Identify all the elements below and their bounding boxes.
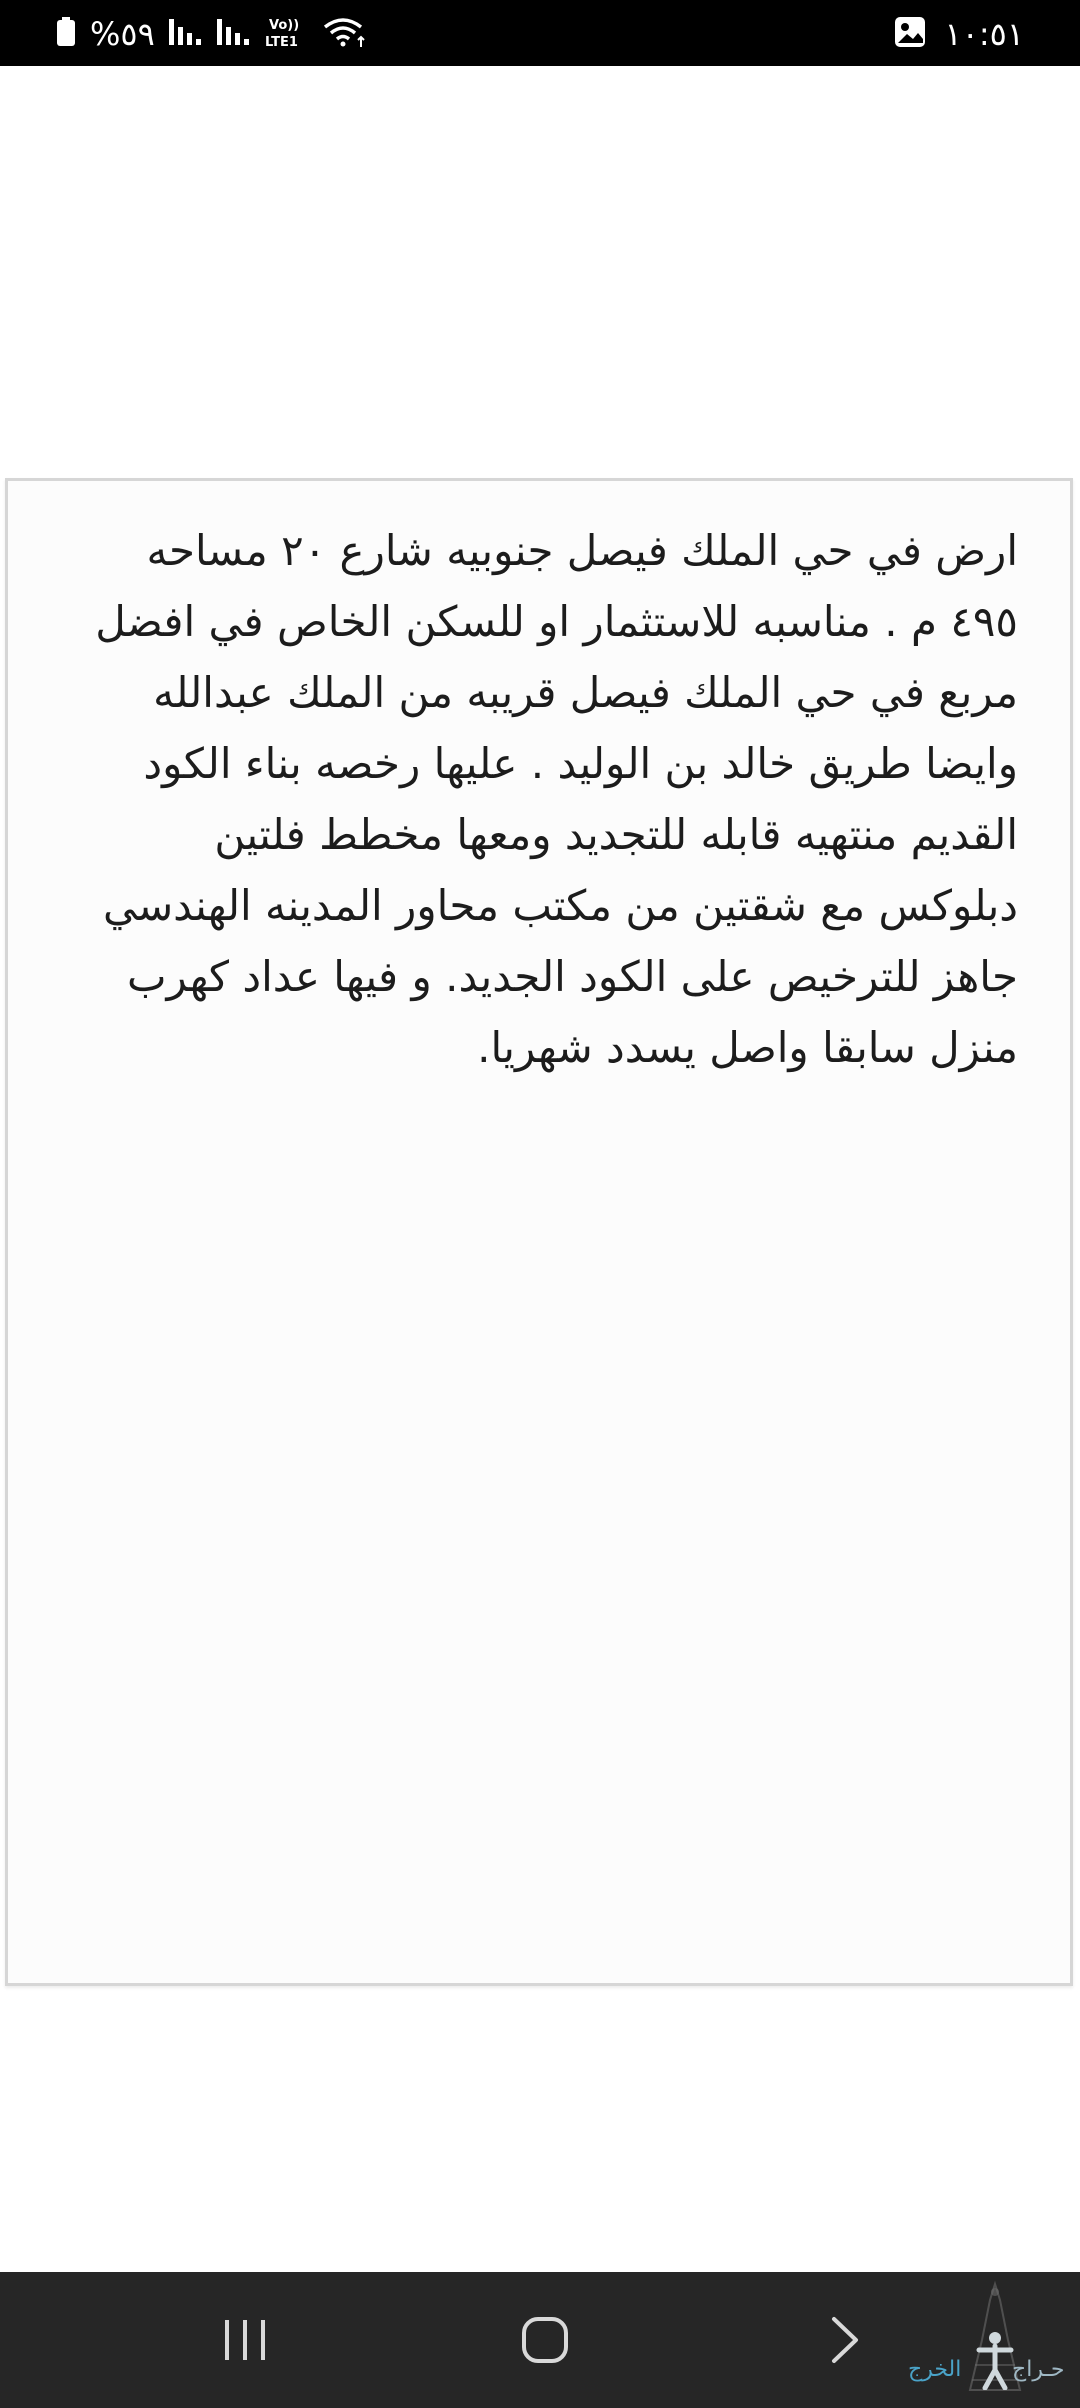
home-icon: [520, 2315, 570, 2365]
post-card: [5, 478, 1073, 1986]
recent-apps-button[interactable]: [200, 2300, 290, 2380]
status-bar-right: [894, 14, 1024, 54]
home-button[interactable]: [500, 2300, 590, 2380]
post-description: ارض في حي الملك فيصل جنوبيه شارع ٢٠ مساحه ٤٩٥ م . مناسبه للاستثمار او للسكن الخاص في افضل مربع في حي الملك فيصل قريبه من الملك عبدالله وايضا طريق خالد بن الوليد . عليها رخصه بناء الكود القديم منتهيه قابله للتجديد ومعها مخطط فلتين دبلوكس مع شقتين من مكتب محاور المدينه الهندسي جاهز للترخيص على الكود الجديد. و فيها عداد كهرب منزل سابقا واصل يسدد شهريا.: [95, 526, 1018, 1072]
watermark-city: الخرج: [908, 2357, 962, 2382]
lte-label: LTE1: [264, 35, 298, 50]
haraj-watermark: [908, 2280, 1070, 2400]
navigation-bar: [0, 2272, 1080, 2408]
back-button[interactable]: [800, 2300, 890, 2380]
person-logo-icon: [975, 2330, 1015, 2390]
content-area: [0, 66, 1080, 2272]
volte-icon: [265, 14, 309, 54]
signal-icon: [169, 17, 203, 51]
clock: ١٠:٥١: [944, 15, 1024, 53]
watermark-site-name: حـراج: [1012, 2357, 1065, 2382]
signal-icon: [217, 17, 251, 51]
battery-percent: %٥٩: [90, 15, 155, 53]
recent-apps-icon: [221, 2318, 269, 2362]
battery-icon: [56, 17, 76, 51]
gallery-notification-icon: [894, 16, 926, 52]
status-bar: [0, 0, 1080, 66]
wifi-icon: [323, 15, 367, 53]
status-bar-left: [56, 14, 367, 54]
volte-label: Vo)): [268, 18, 299, 33]
chevron-right-icon: [828, 2315, 862, 2365]
